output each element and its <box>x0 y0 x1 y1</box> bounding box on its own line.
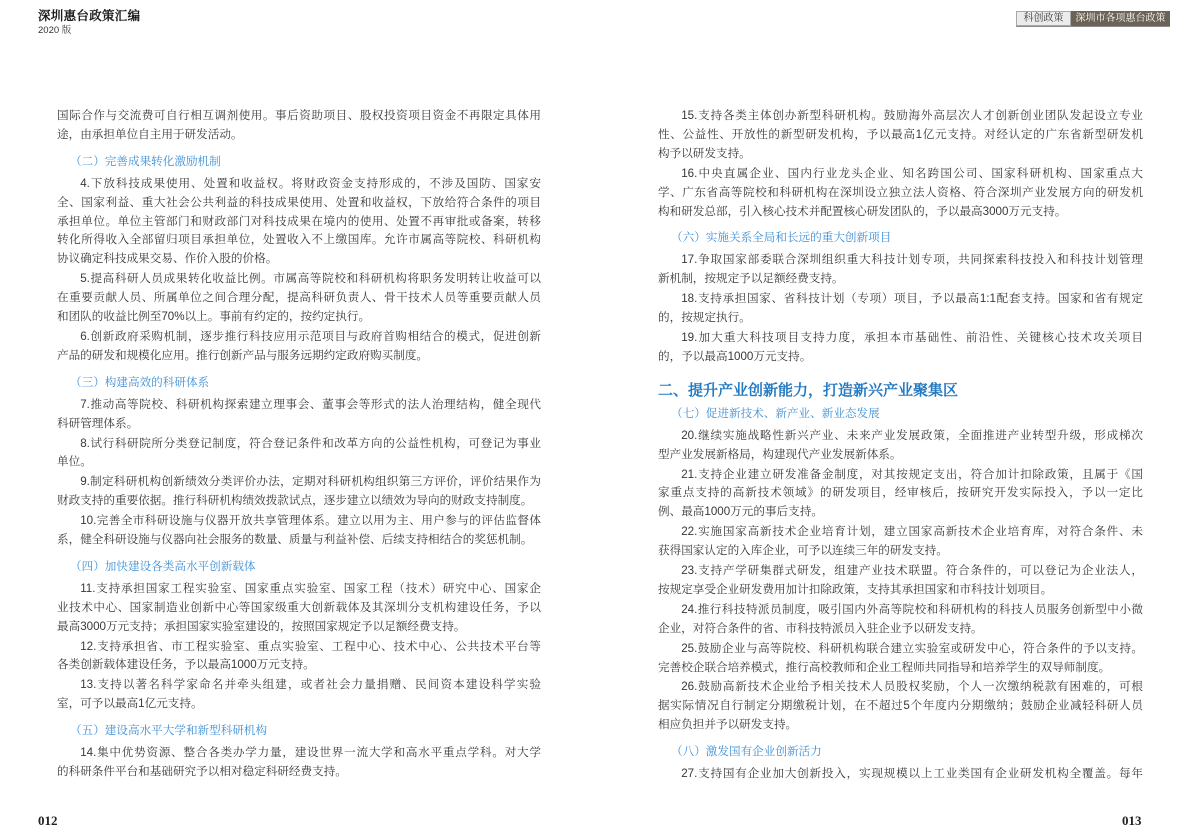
paragraph-line: 5.提高科研人员成果转化收益比例。市属高等院校和科研机构将职务发明转让收益可以 <box>80 272 541 286</box>
article-24 <box>658 601 1143 640</box>
paragraph-line: 26.鼓励高新技术企业给予相关技术人员股权奖励，个人一次缴纳税款有困难的，可根 <box>681 680 1143 694</box>
article-22 <box>658 523 1143 562</box>
article-23 <box>658 562 1143 601</box>
paragraph-line: 18.支持承担国家、省科技计划（专项）项目，予以最高1:1配套支持。国家和省有规定 <box>681 292 1143 306</box>
article-18 <box>658 290 1143 329</box>
paragraph-line: 11.支持承担国家工程实验室、国家重点实验室、国家工程（技术）研究中心、国家企 <box>80 581 541 595</box>
article-16 <box>658 165 1143 223</box>
article-14 <box>57 744 541 783</box>
paragraph-line: 21.支持企业建立研发准备金制度，对其按规定支出，符合加计扣除政策，且属于《国 <box>681 467 1143 481</box>
section-heading: （八）激发国有企业创新活力 <box>671 745 822 759</box>
paragraph-line: 例、最高1000万元的事后支持。 <box>658 505 823 519</box>
paragraph-line: 的，予以最高1000万元支持。 <box>658 349 812 363</box>
header-rule <box>1016 26 1170 27</box>
section-heading: （四）加快建设各类高水平创新载体 <box>70 559 256 573</box>
paragraph-line: 产品的研发和规模化应用。推行创新产品与服务远期约定政府购买制度。 <box>57 348 429 362</box>
paragraph-line: 完善校企联合培养模式，推行高校教师和企业工程师共同指导和培养学生的双导师制度。 <box>658 660 1111 674</box>
paragraph-line: 在重要贡献人员、所属单位之间合理分配，提高科研负责人、骨干技术人员等重要贡献人员 <box>57 291 541 305</box>
paragraph-line: 型产业发展新格局，构建现代产业发展新体系。 <box>658 447 902 461</box>
paragraph-continued <box>57 107 541 146</box>
article-15 <box>658 107 1143 165</box>
paragraph-line: 相应负担并予以研发支持。 <box>658 718 798 732</box>
book-title: 深圳惠台政策汇编 <box>38 9 141 23</box>
paragraph-line: 业技术中心、国家制造业创新中心等国家级重大创新载体及其深圳分支机构建设任务，予以 <box>57 600 541 614</box>
section-heading: （七）促进新技术、新产业、新业态发展 <box>671 406 880 420</box>
page-number-left: 012 <box>38 813 58 828</box>
paragraph-line: 途，由承担单位自主用于研发活动。 <box>57 127 243 141</box>
paragraph-line: 全、国家利益、重大社会公共利益的科技成果使用、处置和收益权，下放给符合条件的项目 <box>57 195 541 209</box>
paragraph-line: 国际合作与交流费可自行相互调剂使用。事后资助项目、股权投资项目资金不再限定具体用 <box>57 109 541 122</box>
paragraph-line: 和团队的收益比例至70%以上。事前有约定的，按约定执行。 <box>57 310 371 324</box>
paragraph-line: 学、广东省高等院校和科研机构在深圳设立独立法人资格、符合深圳产业发展方向的研发机 <box>658 185 1143 199</box>
chapter-heading: 二、提升产业创新能力，打造新兴产业聚集区 <box>658 381 959 399</box>
article-27 <box>658 765 1143 785</box>
paragraph-line: 19.加大重大科技项目支持力度，承担本市基础性、前沿性、关键核心技术攻关项目 <box>681 330 1143 344</box>
paragraph-line: 8.试行科研院所分类登记制度，符合登记条件和改革方向的公益性机构，可登记为事业 <box>80 436 541 450</box>
article-4 <box>57 175 541 271</box>
paragraph-line: 企业，对符合条件的省、市科技特派员入驻企业予以研发支持。 <box>658 621 983 635</box>
paragraph-line: 构和研发总部，引入核心技术并配置核心研发团队的，予以最高3000万元支持。 <box>658 204 1067 218</box>
paragraph-line: 25.鼓励企业与高等院校、科研机构联合建立实验室或研发中心，符合条件的予以支持。 <box>681 641 1143 655</box>
paragraph-line: 16.中央直属企业、国内行业龙头企业、知名跨国公司、国家科研机构、国家重点大 <box>681 166 1143 180</box>
paragraph-line: 15.支持各类主体创办新型科研机构。鼓励海外高层次人才创新创业团队发起设立专业 <box>681 109 1143 122</box>
paragraph-line: 室，可予以最高1亿元支持。 <box>57 697 203 711</box>
paragraph-line: 新机制，按规定予以足额经费支持。 <box>658 272 844 286</box>
paragraph-line: 承担单位。单位主管部门和财政部门对科技成果在境内的使用、处置不再审批或备案，转移 <box>57 214 541 228</box>
paragraph-line: 转化所得收入全部留归项目承担单位，处置收入不上缴国库。允许市属高等院校、科研机构 <box>57 233 541 247</box>
article-5 <box>57 270 541 328</box>
paragraph-line: 获得国家认定的入库企业，可予以连续三年的研发支持。 <box>658 544 948 558</box>
paragraph-line: 7.推动高等院校、科研机构探索建立理事会、董事会等形式的法人治理结构，健全现代 <box>80 397 541 411</box>
left-page-column <box>57 107 541 783</box>
article-26 <box>658 678 1143 736</box>
article-21 <box>658 466 1143 524</box>
section-tab-subcategory: 深圳市各项惠台政策 <box>1071 11 1170 26</box>
paragraph-line: 各类创新载体建设任务，予以最高1000万元支持。 <box>57 658 315 672</box>
article-19 <box>658 329 1143 368</box>
paragraph-line: 20.继续实施战略性新兴产业、未来产业发展政策，全面推进产业转型升级，形成梯次 <box>681 428 1143 442</box>
paragraph-line: 协议确定科技成果交易、作价入股的价格。 <box>57 252 278 266</box>
paragraph-line: 24.推行科技特派员制度，吸引国内外高等院校和科研机构的科技人员服务创新型中小微 <box>681 602 1143 616</box>
article-10 <box>57 512 541 551</box>
paragraph-line: 22.实施国家高新技术企业培育计划，建立国家高新技术企业培育库，对符合条件、未 <box>681 525 1143 539</box>
paragraph-line: 13.支持以著名科学家命名并牵头组建，或者社会力量捐赠、民间资本建设科学实验 <box>80 678 541 692</box>
paragraph-line: 性、公益性、开放性的新型研发机构，予以最高1亿元支持。对经认定的广东省新型研发机 <box>658 127 1143 141</box>
paragraph-line: 的科研条件平台和基础研究予以相对稳定科研经费支持。 <box>57 765 347 778</box>
section-heading: （六）实施关系全局和长远的重大创新项目 <box>671 231 892 245</box>
article-8 <box>57 435 541 474</box>
section-heading: （三）构建高效的科研体系 <box>70 375 210 389</box>
article-7 <box>57 396 541 435</box>
paragraph-line: 12.支持承担省、市工程实验室、重点实验室、工程中心、技术中心、公共技术平台等 <box>80 639 541 653</box>
paragraph-line: 构予以研发支持。 <box>658 146 751 160</box>
section-heading: （二）完善成果转化激励机制 <box>70 154 221 168</box>
section-heading: （五）建设高水平大学和新型科研机构 <box>70 724 268 738</box>
article-9 <box>57 473 541 512</box>
paragraph-line: 9.制定科研机构创新绩效分类评价办法，定期对科研机构组织第三方评价，评价结果作为 <box>80 475 541 489</box>
paragraph-line: 17.争取国家部委联合深圳组织重大科技计划专项，共同探索科技投入和科技计划管理 <box>681 253 1143 267</box>
article-25 <box>658 640 1143 679</box>
paragraph-line: 10.完善全市科研设施与仪器开放共享管理体系。建立以用为主、用户参与的评估监督体 <box>80 514 541 528</box>
article-13 <box>57 676 541 715</box>
paragraph-line: 家重点支持的高新技术领域》的研发项目，经审核后，按研究开发实际投入，予以一定比 <box>658 486 1143 500</box>
right-page-column <box>658 107 1143 785</box>
paragraph-line: 的，按规定执行。 <box>658 311 751 325</box>
paragraph-line: 4.下放科技成果使用、处置和收益权。将财政资金支持形成的，不涉及国防、国家安 <box>80 176 541 190</box>
paragraph-line: 14.集中优势资源、整合各类办学力量，建设世界一流大学和高水平重点学科。对大学 <box>80 746 541 760</box>
paragraph-line: 按规定享受企业研发费用加计扣除政策，支持其承担国家和市科技计划项目。 <box>658 582 1053 596</box>
article-12 <box>57 638 541 677</box>
article-20 <box>658 427 1143 466</box>
page-number-right: 013 <box>1122 813 1142 828</box>
paragraph-line: 6.创新政府采购机制，逐步推行科技应用示范项目与政府首购相结合的模式，促进创新 <box>80 329 541 343</box>
edition-label: 2020 版 <box>38 25 72 36</box>
article-11 <box>57 580 541 638</box>
paragraph-line: 系，健全科研设施与仪器向社会服务的数量、质量与利益补偿、后续支持相结合的奖惩机制。 <box>57 533 533 547</box>
paragraph-line: 27.支持国有企业加大创新投入，实现规模以上工业类国有企业研发机构全覆盖。每年 <box>681 767 1143 781</box>
paragraph-line: 最高3000万元支持；承担国家实验室建设的，按照国家规定予以足额经费支持。 <box>57 619 466 633</box>
paragraph-line: 23.支持产学研集群式研发，组建产业技术联盟。符合条件的，可以登记为企业法人， <box>681 564 1143 578</box>
paragraph-line: 财政支持的重要依据。推行科研机构绩效拨款试点，逐步建立以绩效为导向的财政支持制度。 <box>57 494 533 508</box>
paragraph-line: 单位。 <box>57 455 92 469</box>
paragraph-line: 据实际情况自行制定分期缴税计划，在不超过5个年度内分期缴纳；鼓励企业减轻科研人员 <box>658 699 1143 713</box>
paragraph-line: 科研管理体系。 <box>57 416 139 430</box>
article-6 <box>57 328 541 367</box>
article-17 <box>658 251 1143 290</box>
section-tab-category: 科创政策 <box>1016 11 1071 26</box>
